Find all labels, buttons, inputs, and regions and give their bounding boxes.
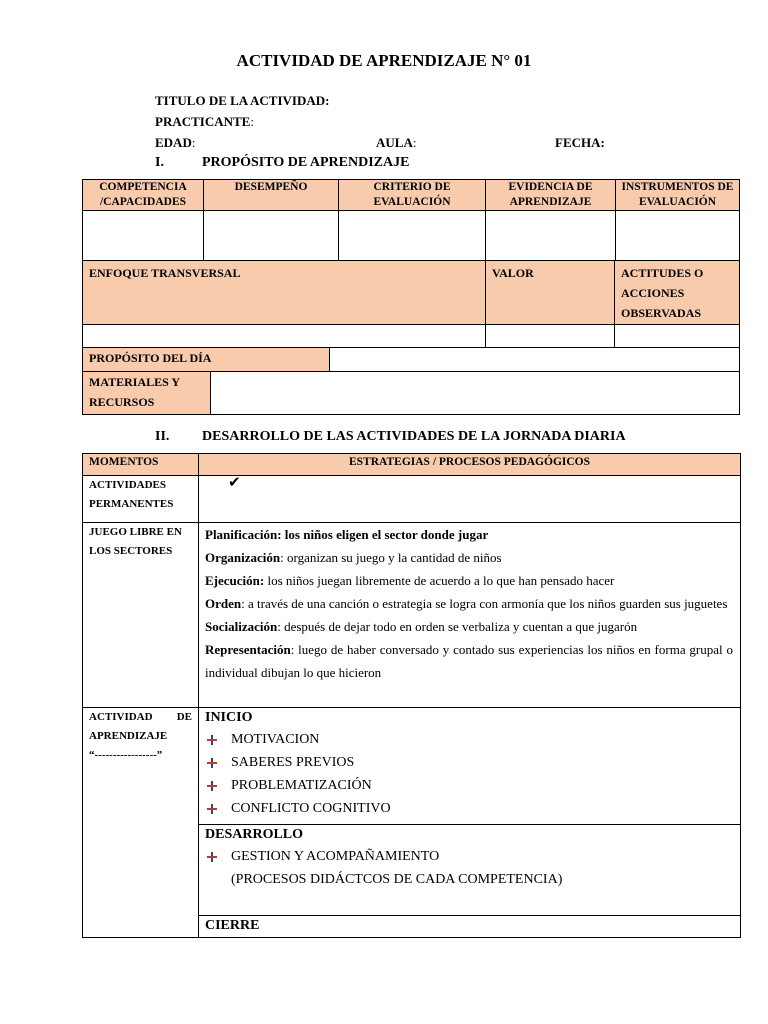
juego-libre-cell — [198, 522, 741, 708]
enfoque-label: ENFOQUE TRANSVERSAL — [82, 260, 486, 325]
proposito-label: PROPÓSITO DEL DÍA — [82, 347, 330, 372]
edad-label — [155, 135, 195, 151]
cierre-heading: CIERRE — [205, 918, 260, 933]
aula-text: AULA — [376, 135, 413, 150]
actividad-label — [82, 707, 199, 938]
actividad-blank: “-----------------” — [89, 749, 163, 761]
titulo-label: TITULO DE LA ACTIVIDAD: — [155, 93, 330, 108]
juego-libre-label: JUEGO LIBRE EN LOS SECTORES — [82, 522, 199, 708]
edad-colon: : — [191, 135, 196, 150]
cell-competencia[interactable] — [82, 210, 204, 261]
actividad-text: ACTIVIDAD DE APRENDIZAJE — [89, 711, 192, 742]
inicio-heading: INICIO — [205, 710, 253, 725]
bullet-icon — [207, 735, 217, 745]
cell-evidencia[interactable] — [485, 210, 616, 261]
desarrollo-sub: (PROCESOS DIDÁCTCOS DE CADA COMPETENCIA) — [231, 872, 563, 887]
practicante-label — [155, 114, 254, 130]
cell-proposito[interactable] — [329, 347, 740, 372]
desarrollo-heading: DESARROLLO — [205, 827, 304, 842]
permanentes-cell[interactable] — [198, 475, 741, 523]
inicio-cell — [198, 707, 741, 825]
permanentes-label: ACTIVIDADES PERMANENTES — [82, 475, 199, 523]
juego-line-organizacion: Organización: organizan su juego y la cantidad de niños — [205, 550, 502, 565]
inicio-item-saberes: SABERES PREVIOS — [205, 751, 734, 774]
page-title: ACTIVIDAD DE APRENDIZAJE N° 01 — [236, 51, 532, 70]
cell-enfoque[interactable] — [82, 324, 486, 348]
cell-valor[interactable] — [485, 324, 615, 348]
col-competencia: COMPETENCIA /CAPACIDADES — [82, 179, 204, 211]
section1-number: I. — [155, 155, 164, 170]
practicante-colon: : — [250, 114, 254, 129]
juego-line-ejecucion: Ejecución: los niños juegan libremente de acuerdo a lo que han pensado hacer — [205, 573, 615, 588]
col-criterio: CRITERIO DE EVALUACIÓN — [338, 179, 486, 211]
aula-colon: : — [412, 135, 417, 150]
col-momentos: MOMENTOS — [82, 453, 199, 476]
edad-text: EDAD — [155, 135, 192, 150]
bullet-icon — [207, 758, 217, 768]
col-estrategias: ESTRATEGIAS / PROCESOS PEDAGÓGICOS — [198, 453, 741, 476]
inicio-item-motivacion: MOTIVACION — [205, 728, 734, 751]
desarrollo-item-gestion: GESTION Y ACOMPAÑAMIENTO — [205, 845, 734, 868]
cell-instrumentos[interactable] — [615, 210, 740, 261]
col-desempeno: DESEMPEÑO — [203, 179, 339, 211]
col-instrumentos: INSTRUMENTOS DE EVALUACIÓN — [615, 179, 740, 211]
cell-actitudes[interactable] — [614, 324, 740, 348]
cierre-cell — [198, 915, 741, 938]
bullet-icon — [207, 804, 217, 814]
materiales-label: MATERIALES Y RECURSOS — [82, 371, 211, 415]
cell-criterio[interactable] — [338, 210, 486, 261]
col-evidencia: EVIDENCIA DE APRENDIZAJE — [485, 179, 616, 211]
section2-title: DESARROLLO DE LAS ACTIVIDADES DE LA JORNADA DIARIA — [202, 429, 626, 444]
fecha-label: FECHA: — [555, 135, 605, 150]
practicante-text: PRACTICANTE — [155, 114, 251, 129]
juego-line-representacion: Representación: luego de haber conversado y contado sus experiencias los niños en forma grupal o individual dibujan lo que hicieron — [205, 642, 733, 680]
bullet-icon — [207, 852, 217, 862]
section2-number: II. — [155, 429, 170, 444]
actitudes-label: ACTITUDES O ACCIONES OBSERVADAS — [614, 260, 740, 325]
cell-desempeno[interactable] — [203, 210, 339, 261]
juego-line-socializacion: Socialización: después de dejar todo en orden se verbaliza y cuentan a que jugarón — [205, 619, 638, 634]
inicio-item-problematizacion: PROBLEMATIZACIÓN — [205, 774, 734, 797]
check-icon: ✔ — [228, 475, 241, 491]
section1-title: PROPÓSITO DE APRENDIZAJE — [202, 155, 410, 170]
bullet-icon — [207, 781, 217, 791]
cell-materiales[interactable] — [210, 371, 740, 415]
desarrollo-cell — [198, 824, 741, 916]
aula-label — [376, 135, 416, 151]
juego-line-planificacion: Planificación: los niños eligen el sector donde jugar — [205, 527, 489, 542]
inicio-item-conflicto: CONFLICTO COGNITIVO — [205, 797, 734, 820]
valor-label: VALOR — [485, 260, 615, 325]
juego-line-orden: Orden: a través de una canción o estrategia se logra con armonía que los niños guarden sus juguetes — [205, 596, 728, 611]
